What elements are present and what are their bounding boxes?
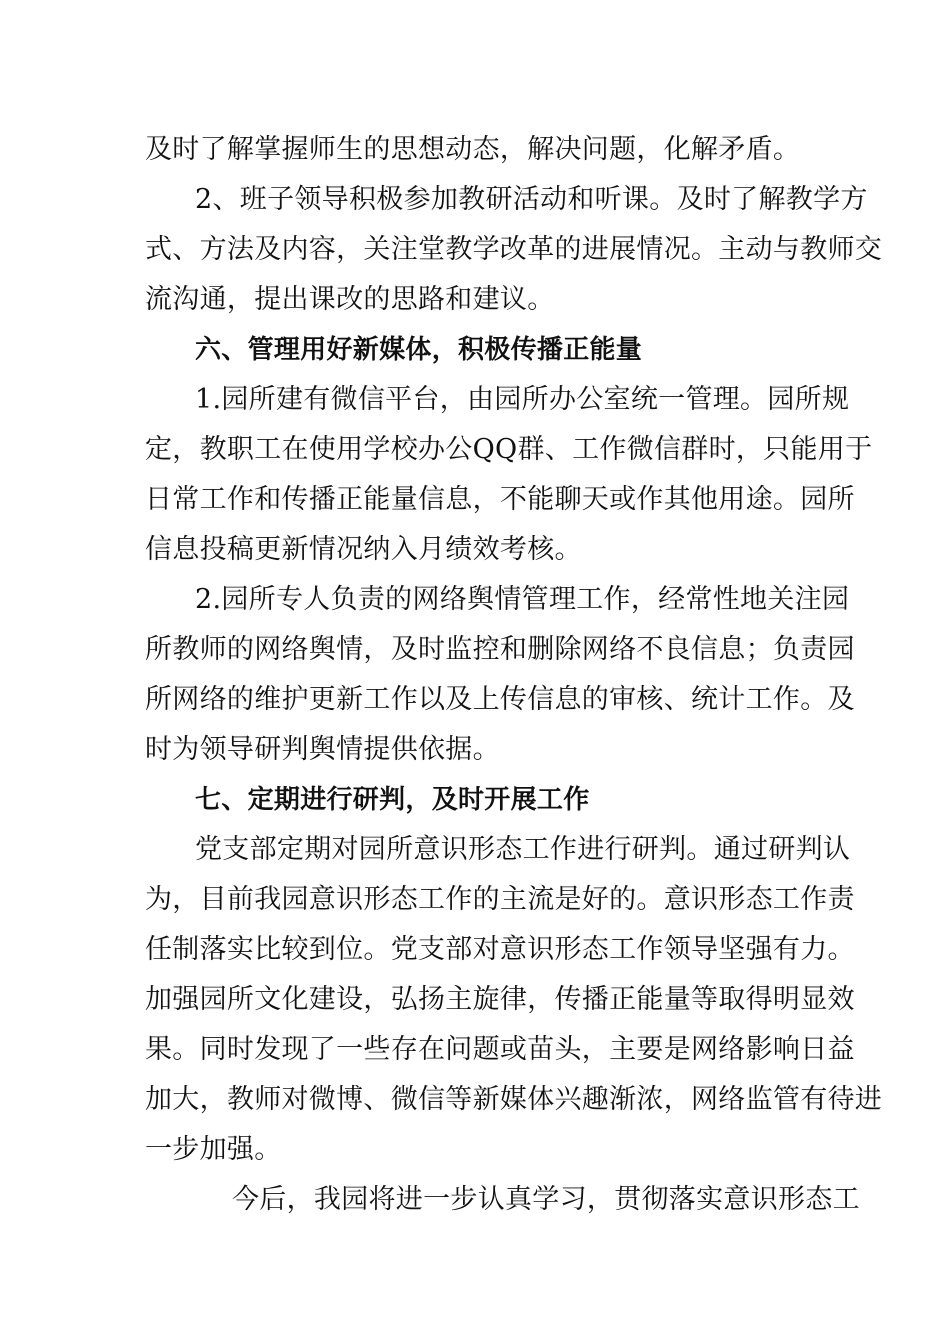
- text-line: 信息投稿更新情况纳入月绩效考核。: [145, 534, 582, 565]
- text-line: 加大，教师对微博、微信等新媒体兴趣渐浓，网络监管有待进: [145, 1084, 883, 1115]
- text-line: 流沟通，提出课改的思路和建议。: [145, 284, 555, 315]
- text-line: 党支部定期对园所意识形态工作进行研判。通过研判认: [195, 834, 851, 865]
- text-line: 日常工作和传播正能量信息，不能聊天或作其他用途。园所: [145, 484, 855, 515]
- section-heading: 六、管理用好新媒体，积极传播正能量: [195, 335, 643, 365]
- text-line: 2、班子领导积极参加教研活动和听课。及时了解教学方: [195, 184, 868, 215]
- text-line: 一步加强。: [145, 1134, 282, 1165]
- text-line: 任制落实比较到位。党支部对意识形态工作领导坚强有力。: [145, 934, 855, 965]
- text-line: 时为领导研判舆情提供依据。: [145, 734, 500, 765]
- text-line: 式、方法及内容，关注堂教学改革的进展情况。主动与教师交: [145, 234, 883, 265]
- text-line: 今后，我园将进一步认真学习，贯彻落实意识形态工: [232, 1184, 860, 1215]
- text-line: 2.园所专人负责的网络舆情管理工作，经常性地关注园: [195, 584, 850, 615]
- section-heading: 七、定期进行研判，及时开展工作: [195, 785, 590, 815]
- text-line: 为，目前我园意识形态工作的主流是好的。意识形态工作责: [145, 884, 855, 915]
- text-line: 所网络的维护更新工作以及上传信息的审核、统计工作。及: [145, 684, 855, 715]
- text-line: 所教师的网络舆情，及时监控和删除网络不良信息；负责园: [145, 634, 855, 665]
- text-line: 定，教职工在使用学校办公QQ群、工作微信群时，只能用于: [145, 434, 873, 465]
- text-line: 1.园所建有微信平台，由园所办公室统一管理。园所规: [195, 384, 850, 415]
- text-line: 及时了解掌握师生的思想动态，解决问题，化解矛盾。: [145, 134, 801, 165]
- text-line: 果。同时发现了一些存在问题或苗头，主要是网络影响日益: [145, 1034, 855, 1065]
- text-line: 加强园所文化建设，弘扬主旋律，传播正能量等取得明显效: [145, 984, 855, 1015]
